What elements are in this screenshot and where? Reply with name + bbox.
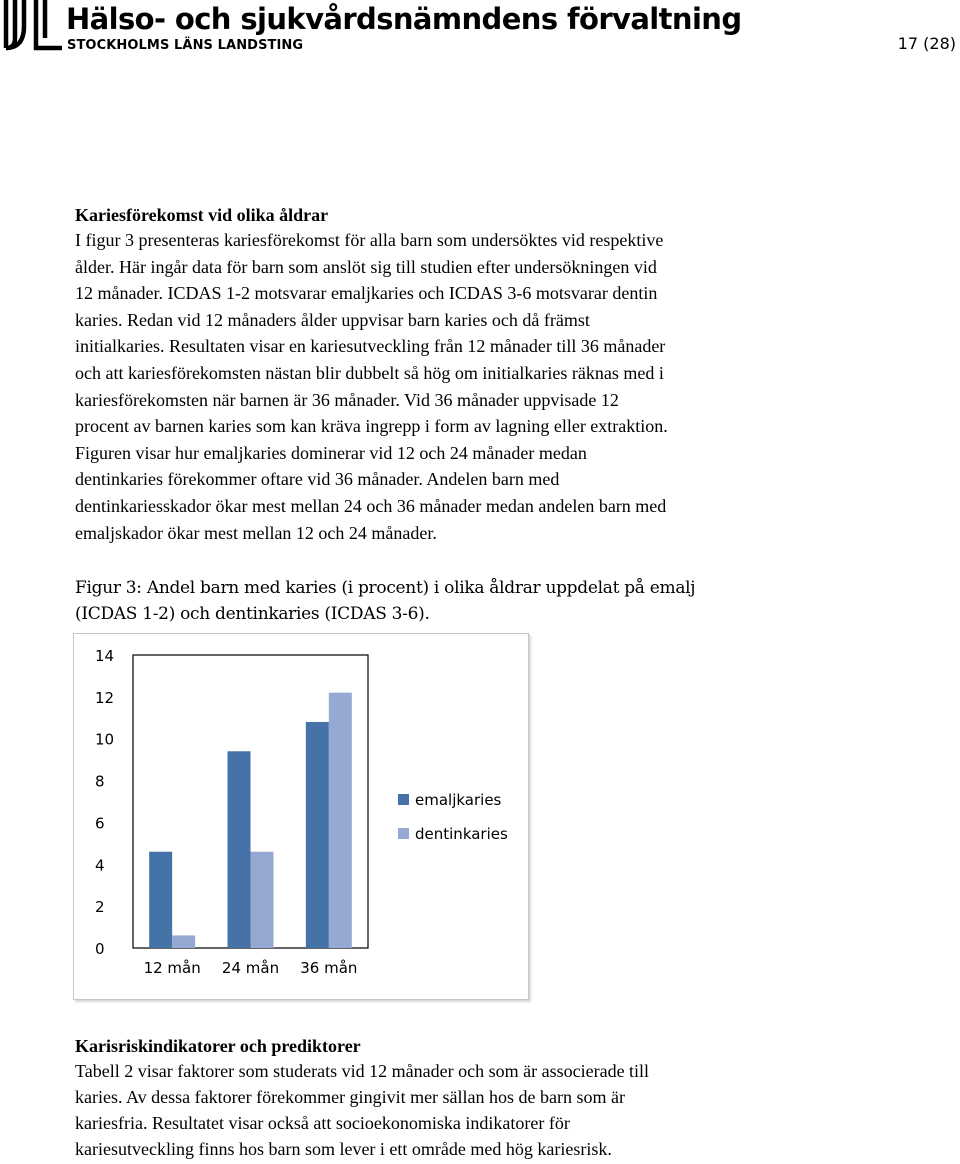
caption-line: (ICDAS 1-2) och dentinkaries (ICDAS 3-6). [75,604,430,624]
bar-dentinkaries-1 [172,935,195,948]
paragraph-line: kariesförekomsten när barnen är 36 månader. Vid 36 månader uppvisade 12 [75,389,619,410]
paragraph-line: kariesutveckling finns hos barn som lever i ett område med hög kariesrisk. [75,1139,612,1159]
y-tick-label: 6 [95,814,105,833]
paragraph-line: dentinkaries förekommer oftare vid 36 månader. Andelen barn med [75,469,560,490]
section-heading: Karisriskindikatorer och prediktorer [75,1036,361,1056]
legend-label-emaljkaries: emaljkaries [415,791,502,809]
section-riskindikatorer [75,1034,960,1162]
paragraph-line: och att kariesförekomsten nästan blir dubbelt så hög om initialkaries räknas med i [75,362,664,383]
paragraph-line: kariesfria. Resultatet visar också att socioekonomiska indikatorer för [75,1113,570,1133]
legend-swatch-dentinkaries [398,828,409,839]
y-tick-label: 12 [95,688,115,707]
bar-dentinkaries-2 [251,852,274,948]
paragraph-line: procent av barnen karies som kan kräva ingrepp i form av lagning eller extraktion. [75,416,668,437]
paragraph-line: dentinkariesskador ökar mest mellan 24 och 36 månader medan andelen barn med [75,495,667,516]
bar-chart [73,633,529,1000]
legend-label-dentinkaries: dentinkaries [415,825,508,843]
figure-caption [75,575,960,627]
section-paragraph [75,1058,960,1162]
x-tick-label: 24 mån [221,959,280,977]
paragraph-line: karies. Redan vid 12 månaders ålder uppvisar barn karies och då främst [75,309,590,330]
section-kariesforekomst [75,203,960,546]
legend-swatch-emaljkaries [398,794,409,805]
paragraph-line: emaljskador ökar mest mellan 12 och 24 månader. [75,522,437,543]
bar-dentinkaries-3 [329,693,352,948]
y-tick-label: 14 [95,647,115,665]
paragraph-line: karies. Av dessa faktorer förekommer gingivit mer sällan hos de barn som är [75,1087,626,1107]
y-tick-label: 8 [95,772,105,791]
org-subtitle: STOCKHOLMS LÄNS LANDSTING [67,38,304,53]
y-tick-label: 2 [95,898,105,917]
paragraph-line: initialkaries. Resultaten visar en kariesutveckling från 12 månader till 36 månader [75,336,666,357]
section-paragraph [75,227,960,546]
bar-emaljkaries-2 [228,751,251,948]
org-name: Hälso- och sjukvårdsnämndens förvaltning [66,2,742,36]
paragraph-line: Figuren visar hur emaljkaries dominerar vid 12 och 24 månader medan [75,442,587,463]
y-tick-label: 10 [95,730,115,749]
bar-emaljkaries-3 [306,722,329,948]
chart-canvas [74,634,528,999]
page-number: 17 (28) [897,34,956,53]
bar-emaljkaries-1 [149,852,172,948]
y-tick-label: 4 [95,856,105,875]
sll-logo-icon [2,0,64,52]
caption-line: Figur 3: Andel barn med karies (i procent) i olika åldrar uppdelat på emalj [75,578,696,598]
x-tick-label: 36 mån [300,959,358,977]
y-tick-label: 0 [95,940,105,958]
paragraph-line: I figur 3 presenteras kariesförekomst för alla barn som undersöktes vid respektive [75,230,664,250]
section-heading: Kariesförekomst vid olika åldrar [75,205,329,225]
paragraph-line: Tabell 2 visar faktorer som studerats vid 12 månader och som är associerade till [75,1061,650,1081]
paragraph-line: 12 månader. ICDAS 1-2 motsvarar emaljkaries och ICDAS 3-6 motsvarar dentin [75,283,658,304]
x-tick-label: 12 mån [143,959,201,977]
paragraph-line: ålder. Här ingår data för barn som anslöt sig till studien efter undersökningen vid [75,256,657,277]
